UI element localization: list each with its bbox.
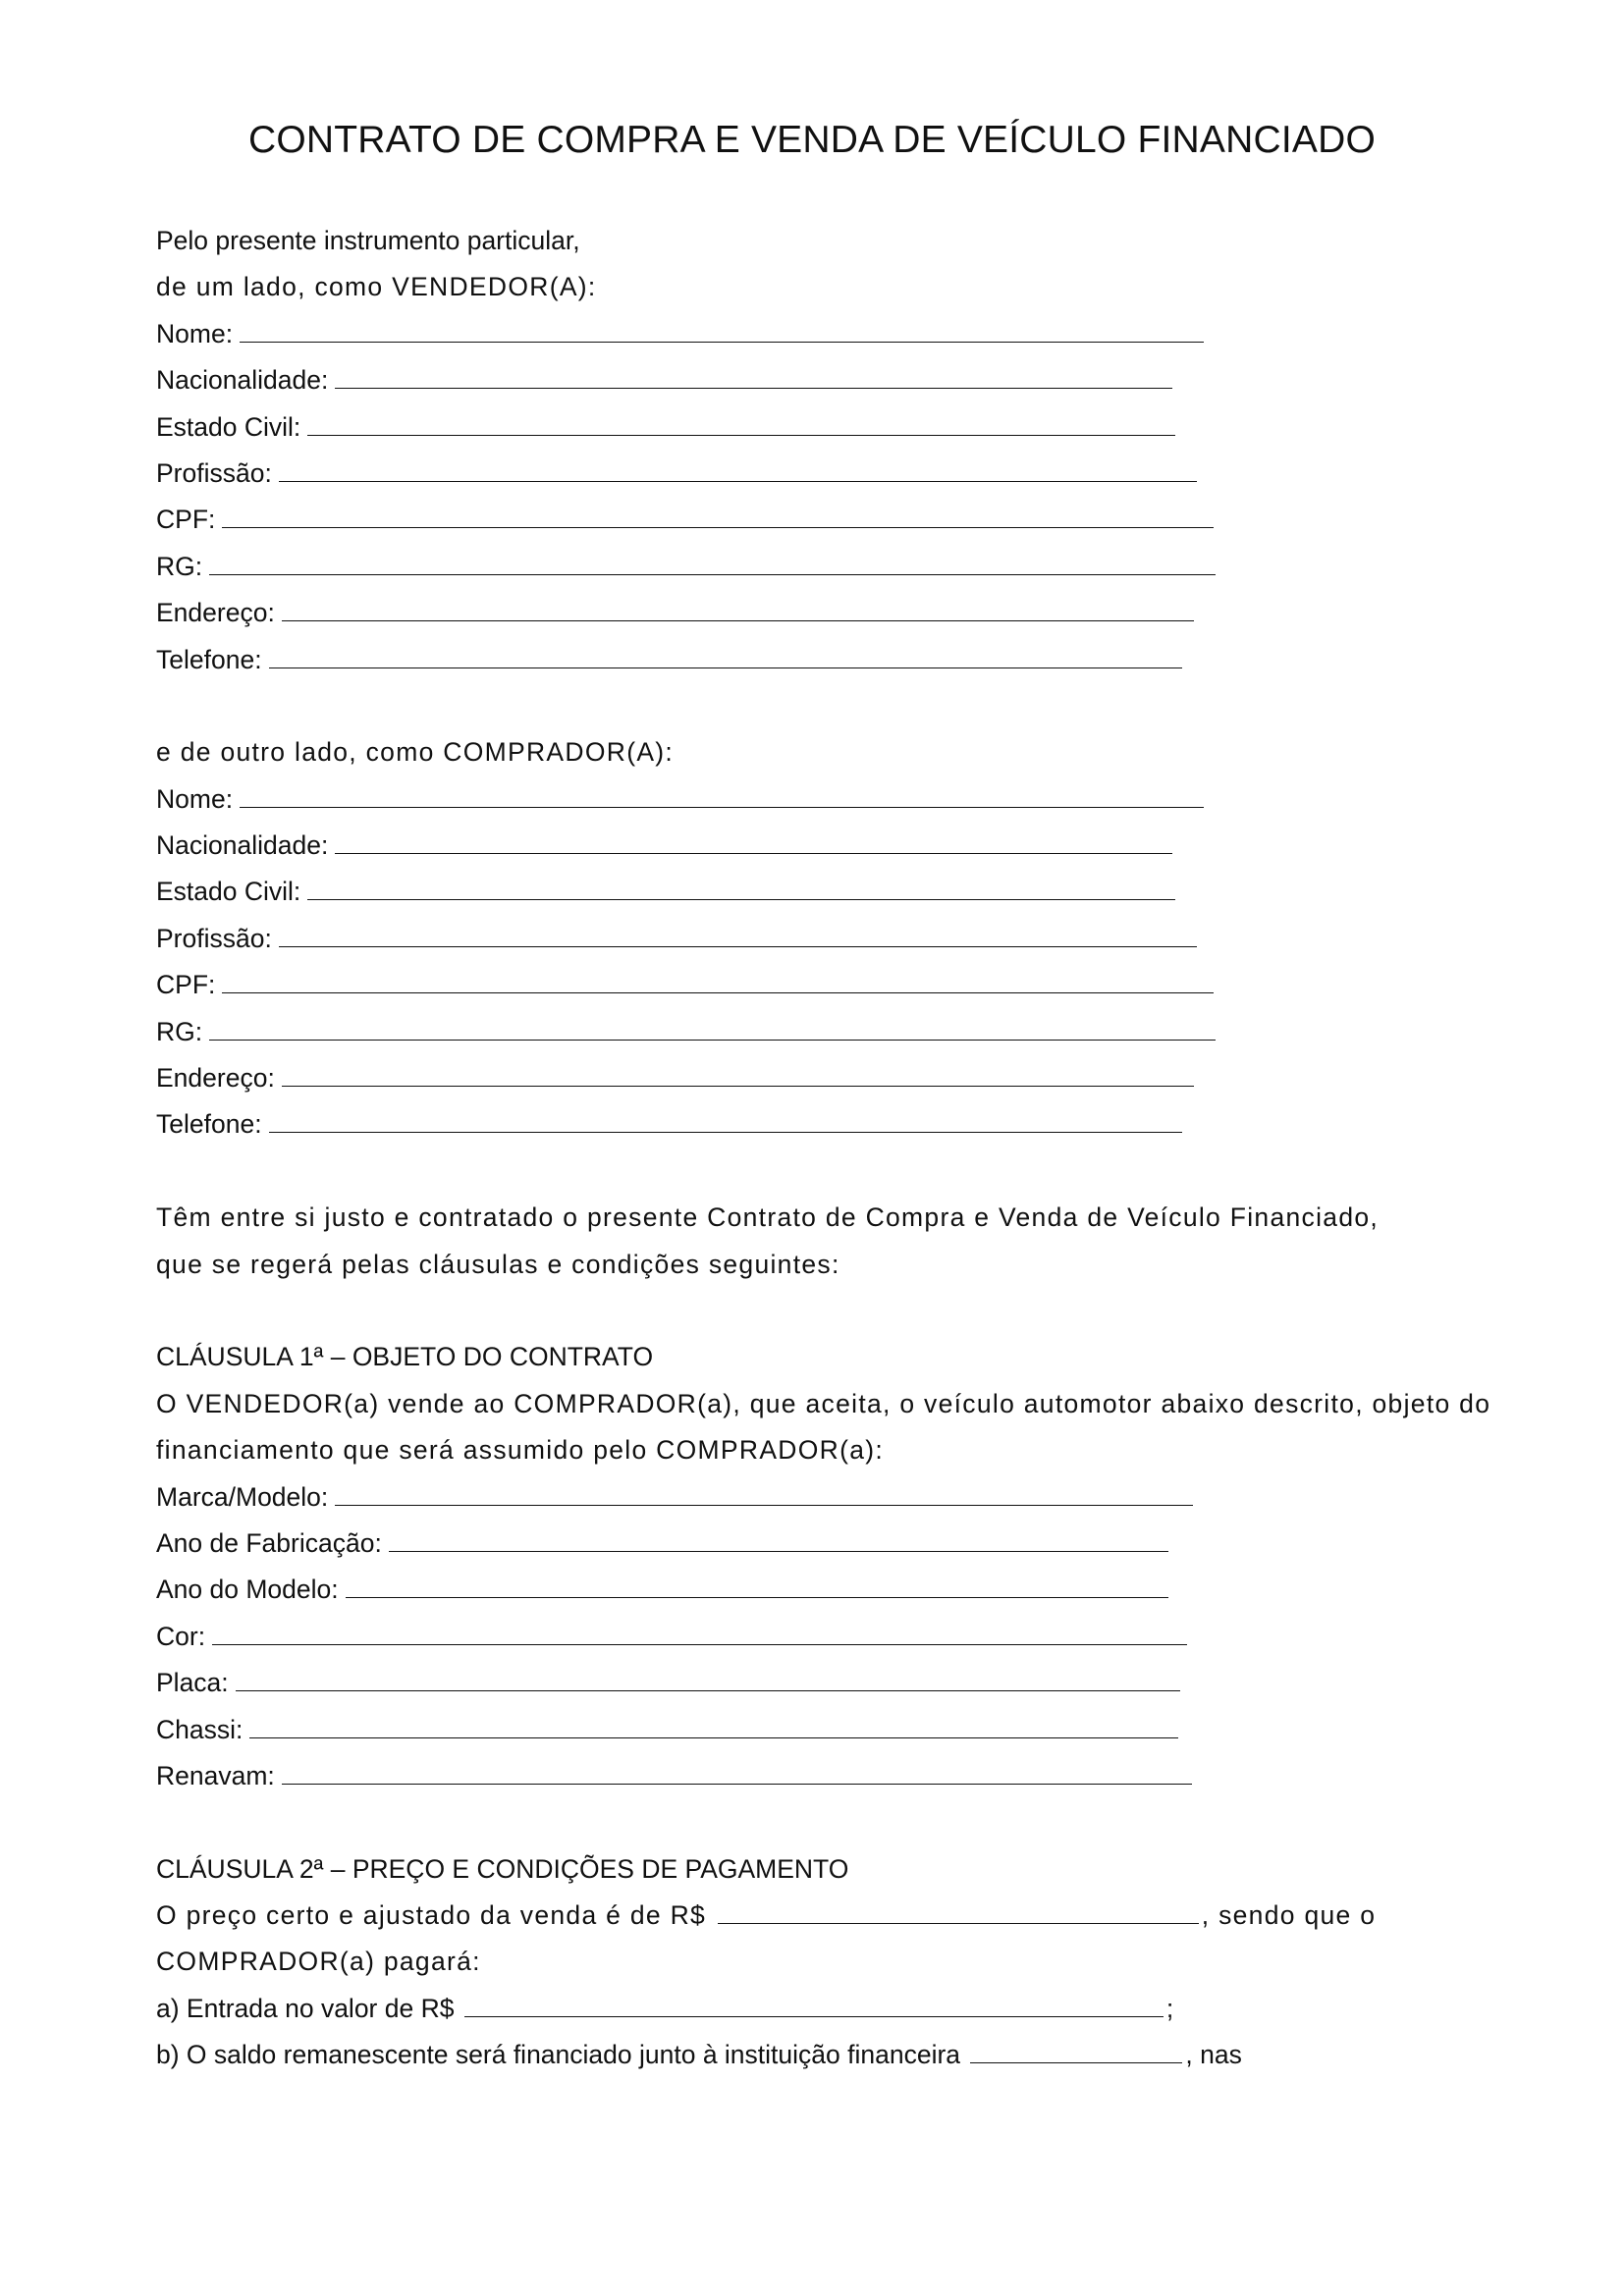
field-label: Profissão: [156,457,272,488]
fill-blank[interactable] [389,1524,1168,1552]
fill-blank[interactable] [282,1757,1192,1785]
buyer-phone-field [156,1101,1511,1148]
fill-blank[interactable] [279,454,1197,482]
field-label: Nome: [156,783,234,814]
fill-blank[interactable] [307,408,1175,436]
clause-1-line-1: O VENDEDOR(a) vende ao COMPRADOR(a), que aceita, o veículo automotor abaixo descrito, objeto do [156,1388,1491,1418]
vehicle-manufacture-year-field [156,1521,1511,1567]
seller-address-field [156,590,1511,636]
clause-2-item-b [156,2032,1511,2078]
down-payment-blank[interactable] [464,1990,1164,2017]
fill-blank[interactable] [212,1618,1187,1645]
buyer-intro: e de outro lado, como COMPRADOR(A): [156,737,675,768]
seller-cpf-field [156,497,1511,543]
field-label: Chassi: [156,1714,244,1744]
price-prefix: O preço certo e ajustado da venda é de R$ [156,1900,707,1931]
field-label: Cor: [156,1621,206,1651]
buyer-name-field [156,776,1511,823]
item-b-suffix: , nas [1185,2040,1242,2070]
intro-line-2: de um lado, como VENDEDOR(A): [156,272,597,302]
field-label: Nacionalidade: [156,365,329,396]
clause-2-heading: CLÁUSULA 2ª – PREÇO E CONDIÇÕES DE PAGAMENTO [156,1853,849,1884]
seller-profession-field [156,451,1511,497]
vehicle-color-field [156,1614,1511,1660]
fill-blank[interactable] [249,1711,1178,1738]
institution-blank[interactable] [970,2036,1182,2063]
fill-blank[interactable] [346,1571,1168,1598]
agreement-line-1: Têm entre si justo e contratado o presente Contrato de Compra e Venda de Veículo Financiado, [156,1202,1380,1233]
clause-1-heading: CLÁUSULA 1ª – OBJETO DO CONTRATO [156,1342,654,1372]
field-label: Endereço: [156,1063,275,1094]
seller-name-field [156,311,1511,357]
vehicle-plate-field [156,1660,1511,1706]
buyer-cpf-field [156,962,1511,1008]
spacer [156,1288,1511,1334]
price-blank[interactable] [718,1896,1199,1924]
fill-blank[interactable] [269,1105,1182,1133]
field-label: RG: [156,1016,203,1046]
clause-2-price-line [156,1893,1511,1939]
seller-marital-status-field [156,404,1511,451]
spacer [156,1148,1511,1195]
clause-1-line-2: financiamento que será assumido pelo COMPRADOR(a): [156,1435,885,1466]
contract-body [156,218,1511,2079]
fill-blank[interactable] [209,1013,1216,1041]
field-label: Profissão: [156,923,272,953]
field-label: RG: [156,551,203,581]
field-label: Nome: [156,318,234,348]
vehicle-make-model-field [156,1474,1511,1521]
fill-blank[interactable] [282,594,1194,621]
field-label: Endereço: [156,598,275,628]
buyer-marital-status-field [156,869,1511,915]
vehicle-renavam-field [156,1753,1511,1799]
fill-blank[interactable] [335,827,1172,854]
spacer [156,1799,1511,1845]
field-label: Renavam: [156,1760,275,1790]
price-suffix: , sendo que o [1201,1900,1377,1931]
fill-blank[interactable] [236,1664,1180,1691]
clause-2-item-a [156,1986,1511,2032]
field-label: CPF: [156,505,216,535]
fill-blank[interactable] [307,873,1175,900]
field-label: Ano do Modelo: [156,1575,339,1605]
seller-rg-field [156,544,1511,590]
field-label: CPF: [156,970,216,1000]
fill-blank[interactable] [279,920,1197,947]
clause-2-price-line-2: COMPRADOR(a) pagará: [156,1947,481,1977]
field-label: Telefone: [156,644,262,674]
item-a-suffix: ; [1165,1993,1174,2023]
fill-blank[interactable] [335,361,1172,389]
agreement-line-2: que se regerá pelas cláusulas e condições seguintes: [156,1249,840,1279]
contract-title: CONTRATO DE COMPRA E VENDA DE VEÍCULO FINANCIADO [247,119,1376,161]
buyer-fields [156,776,1511,1148]
field-label: Ano de Fabricação: [156,1527,382,1558]
buyer-rg-field [156,1009,1511,1055]
field-label: Marca/Modelo: [156,1481,329,1512]
fill-blank[interactable] [222,966,1214,993]
fill-blank[interactable] [222,501,1214,528]
item-a-prefix: a) Entrada no valor de R$ [156,1993,455,2023]
vehicle-model-year-field [156,1567,1511,1613]
buyer-address-field [156,1055,1511,1101]
field-label: Estado Civil: [156,411,301,442]
fill-blank[interactable] [335,1478,1193,1506]
fill-blank[interactable] [240,315,1204,343]
seller-nationality-field [156,357,1511,403]
spacer [156,683,1511,729]
field-label: Estado Civil: [156,877,301,907]
seller-phone-field [156,637,1511,683]
field-label: Placa: [156,1668,229,1698]
intro-line-1: Pelo presente instrumento particular, [156,226,580,255]
seller-fields [156,311,1511,683]
buyer-profession-field [156,916,1511,962]
field-label: Telefone: [156,1109,262,1140]
fill-blank[interactable] [282,1059,1194,1087]
fill-blank[interactable] [269,641,1182,668]
field-label: Nacionalidade: [156,830,329,861]
fill-blank[interactable] [209,548,1216,575]
buyer-nationality-field [156,823,1511,869]
vehicle-fields [156,1474,1511,1800]
vehicle-chassis-field [156,1707,1511,1753]
fill-blank[interactable] [240,780,1204,808]
item-b-prefix: b) O saldo remanescente será financiado junto à instituição financeira [156,2040,961,2070]
